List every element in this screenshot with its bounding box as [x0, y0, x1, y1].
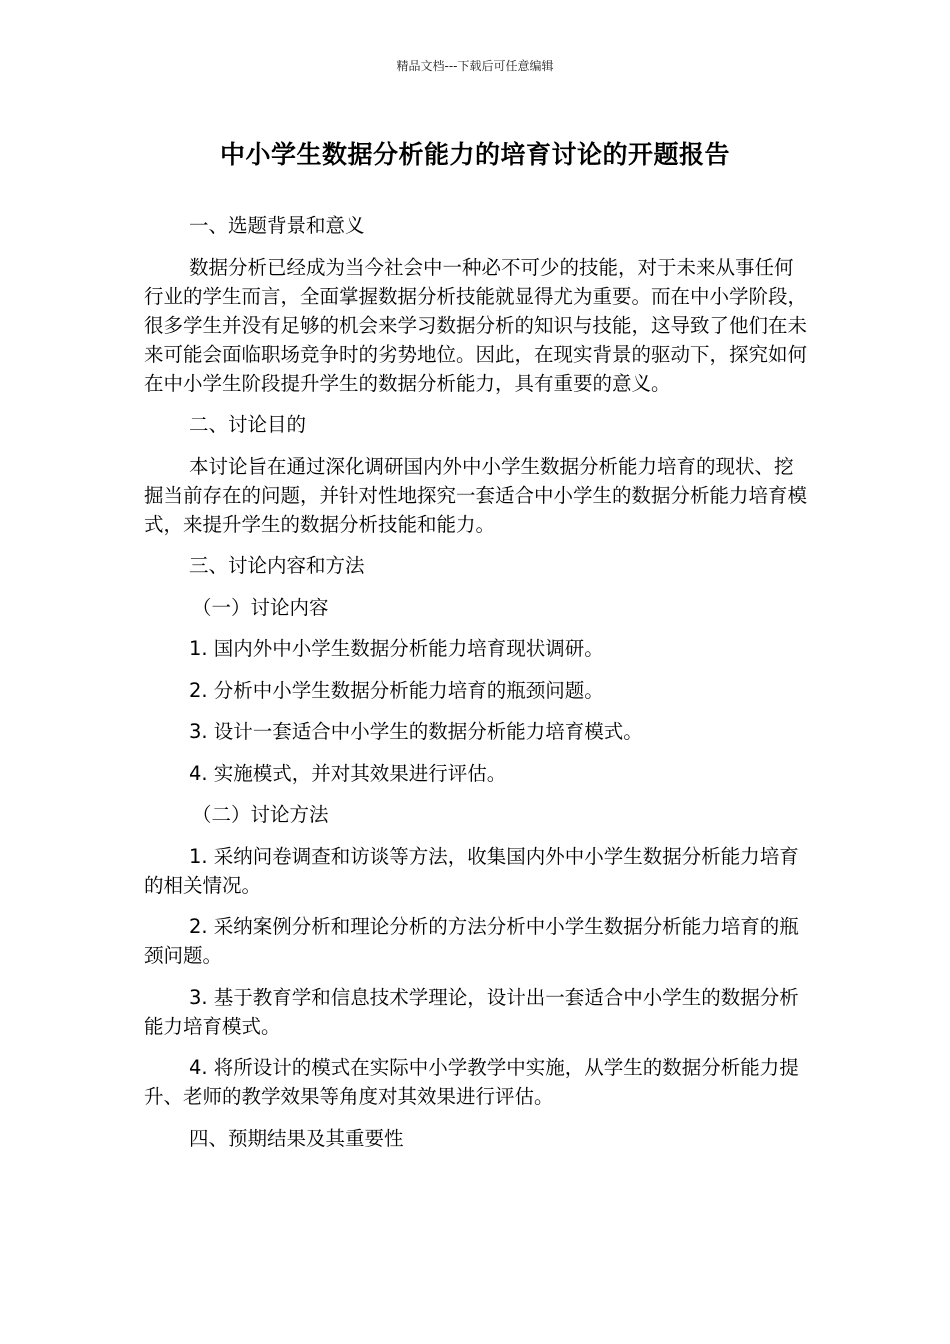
list-item: 2. 采纳案例分析和理论分析的方法分析中小学生数据分析能力培育的瓶颈问题。 — [144, 915, 799, 967]
document-title: 中小学生数据分析能力的培育讨论的开题报告 — [219, 140, 730, 169]
list-item: 2. 分析中小学生数据分析能力培育的瓶颈问题。 — [189, 678, 604, 702]
list-item: 1. 采纳问卷调查和访谈等方法，收集国内外中小学生数据分析能力培育的相关情况。 — [144, 844, 799, 897]
list-item: 3. 基于教育学和信息技术学理论，设计出一套适合中小学生的数据分析能力培育模式。 — [144, 985, 799, 1038]
section-heading-content-method: 三、讨论内容和方法 — [189, 554, 365, 577]
subheading-method: （二）讨论方法 — [192, 803, 329, 826]
section-heading-background: 一、选题背景和意义 — [189, 214, 365, 237]
paragraph-purpose: 本讨论旨在通过深化调研国内外中小学生数据分析能力培育的现状、挖掘当前存在的问题，并针对性地探究一套适合中小学生的数据分析能力培育模式，来提升学生的数据分析技能和能力。 — [144, 454, 808, 536]
paragraph-background: 数据分析已经成为当今社会中一种必不可少的技能，对于未来从事任何行业的学生而言，全面掌握数据分析技能就显得尤为重要。而在中小学阶段，很多学生并没有足够的机会来学习数据分析的知识与技能，这导致了他们在未来可能会面临职场竞争时的劣势地位。因此，在现实背景的驱动下，探究如何在中小学生阶段提升学生的数据分析能力，具有重要的意义。 — [144, 255, 808, 395]
list-item: 4. 将所设计的模式在实际中小学教学中实施，从学生的数据分析能力提升、老师的教学效果等角度对其效果进行评估。 — [144, 1056, 799, 1108]
section-heading-expected-results: 四、预期结果及其重要性 — [189, 1126, 404, 1150]
section-heading-purpose: 二、讨论目的 — [189, 413, 307, 436]
list-item: 1. 国内外中小学生数据分析能力培育现状调研。 — [189, 637, 604, 660]
page-header-note: 精品文档---下载后可任意编辑 — [396, 59, 554, 73]
list-item: 4. 实施模式，并对其效果进行评估。 — [189, 761, 507, 785]
subheading-content: （一）讨论内容 — [192, 595, 329, 619]
document-body — [144, 211, 810, 1165]
list-item: 3. 设计一套适合中小学生的数据分析能力培育模式。 — [189, 720, 643, 743]
